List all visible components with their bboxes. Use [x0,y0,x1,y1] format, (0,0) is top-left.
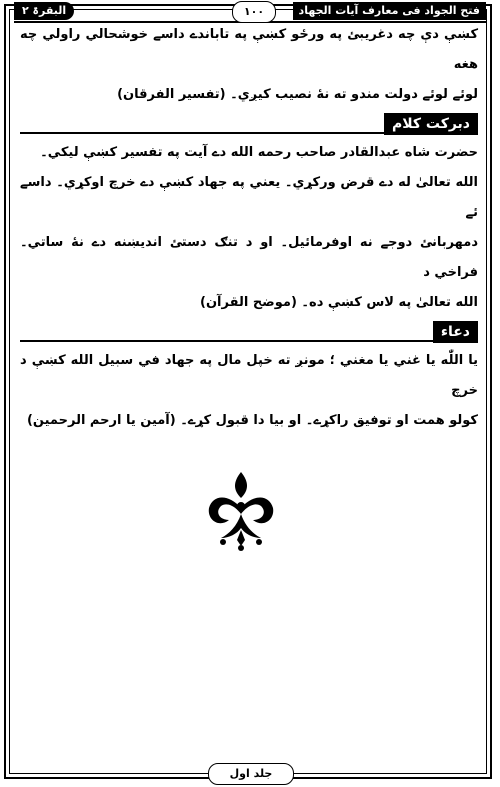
heading-label: دعاء [433,321,478,343]
heading-label: دبرکت کلام [384,113,478,135]
section-heading-barakat [20,110,478,138]
text-line: کولو همت او توفیق راکړے۔ او بیا دا قبول کړے۔ (آمین یا ارحم الرحمین) [26,413,478,428]
surah-part-label: البقرۃ ۲ [14,2,74,20]
text-line: حضرت شاه عبدالقادر صاحب رحمه الله دے آیت په تفسیر کښې لیکي۔ [40,145,478,160]
text-line: لوئے لوئے دولت مندو ته نهٔ نصیب کیږي۔ (تفسیر الفرقان) [117,87,478,102]
text-line: الله تعالیٰ په لاس کښې ده۔ (موضح القرآن) [200,295,478,310]
text-line: دمهربانئ دوجے نه اوفرمائیل۔ او د تنګ دستئ اندیښنه دے نهٔ ساتي۔ فراخي د [20,235,478,280]
text-line: کښې دې چه دغریبئ په ورځو کښې په تاباندے داسے خوشحالي راولي چه هغه [20,27,478,72]
text-line: یا اللّٰه یا غني یا مغني ؛ مونږ ته خپل مال په جهاد في سبیل الله کښې د خرچ [20,353,478,398]
ornament-icon [199,468,283,552]
page-header [14,0,486,22]
section-heading-dua [20,318,478,346]
page-body [20,20,478,436]
page-number: ۱۰۰ [232,1,276,23]
book-title: فتح الجواد فی معارف آیات الجهاد [293,2,486,20]
volume-label: جلد اول [208,763,294,785]
text-line: الله تعالیٰ له دے قرض ورکړي۔ یعني په جهاد کښې دے خرچ اوکړي۔ داسے ئے [20,175,478,220]
